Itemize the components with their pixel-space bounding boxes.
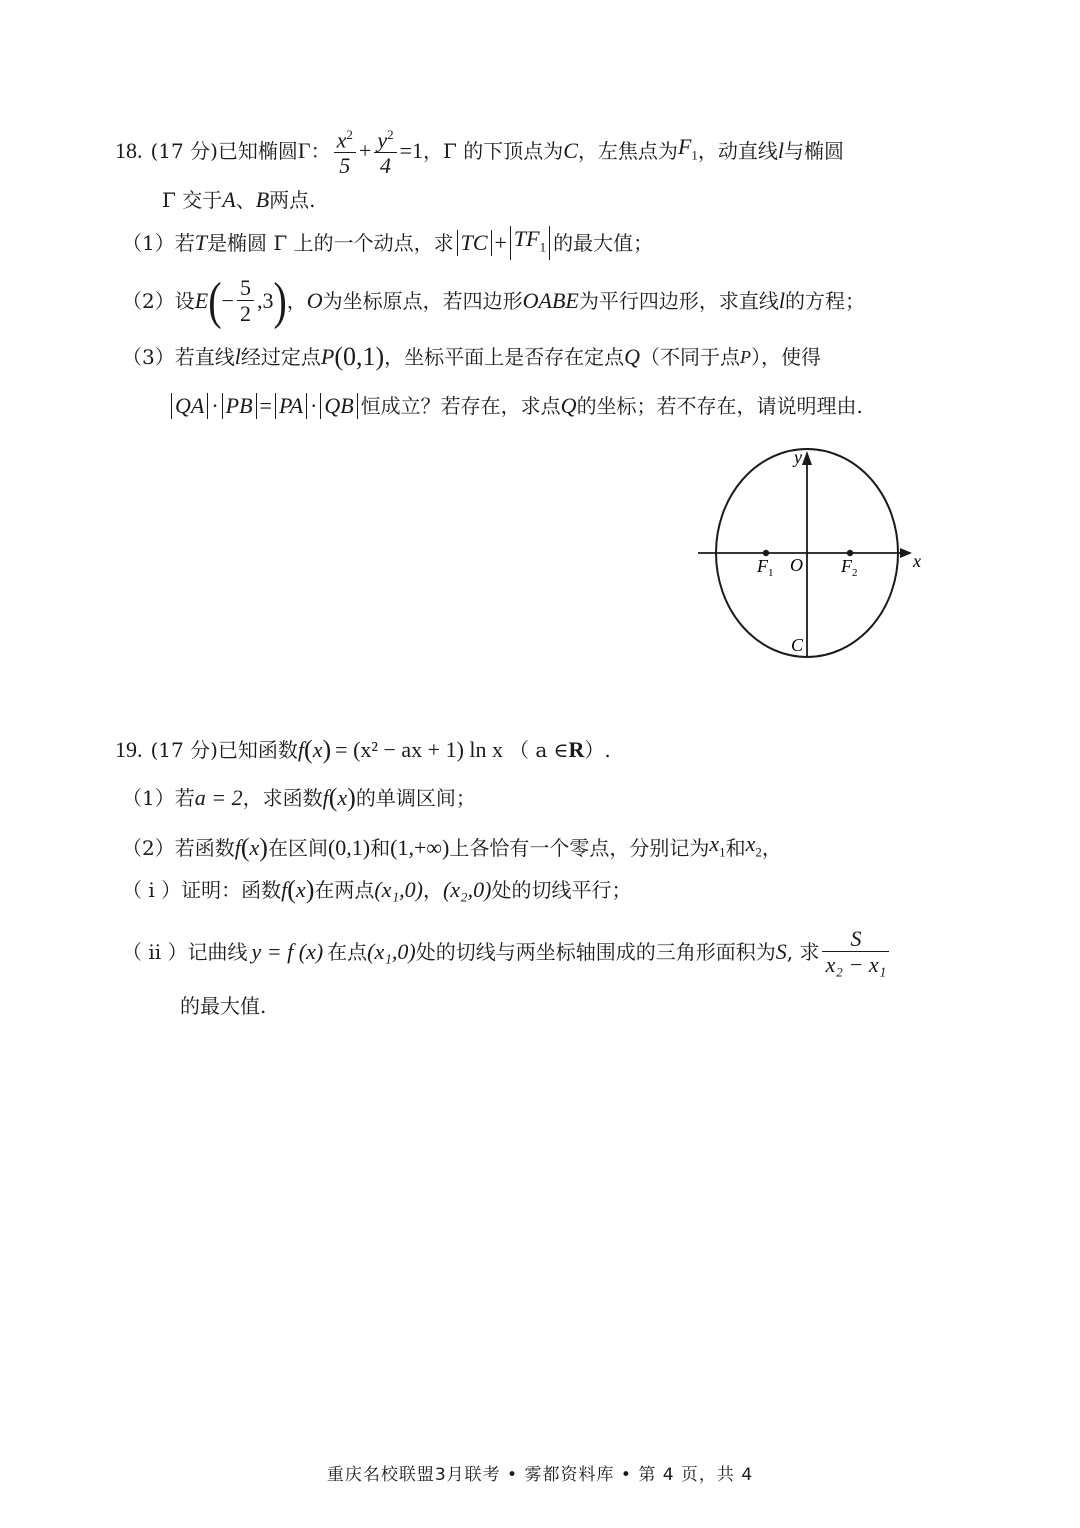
q19-part-ii-line-2 (180, 992, 266, 1020)
part-label: （3） (122, 345, 175, 369)
q18-line2-b: 两点. (269, 188, 316, 212)
point-P: P (320, 344, 335, 369)
focus-F1: $F_1$ (677, 133, 698, 163)
q19-pi-b: 在两点 (314, 878, 375, 902)
abs-TC: TC (457, 230, 492, 256)
y-axis-arrow-icon (802, 451, 812, 465)
var-x2: $x_2$ (745, 831, 762, 860)
func-f: f (281, 877, 288, 902)
q18-number: 18. (115, 138, 143, 163)
func-f: f (234, 835, 241, 861)
q18-intro-d: ，动直线 (697, 139, 778, 163)
q19-condition: （ a ∈ (509, 738, 569, 762)
separator: 、 (235, 188, 256, 212)
q19-p1-b: ，求函数 (242, 786, 323, 810)
q18-part-1 (122, 226, 653, 260)
fraction-5-2: $\frac{5}{2}$ (237, 276, 254, 327)
line-l: l (234, 344, 241, 369)
equals: = (259, 393, 272, 418)
var-x1: $x_1$ (709, 831, 726, 860)
q19-score: (17 分) (150, 738, 218, 762)
a-equals-2: a = 2 (194, 785, 243, 810)
minus-sign: − (221, 288, 234, 313)
abs-QB: QB (320, 393, 357, 419)
abs-PA: PA (275, 393, 307, 419)
q18-part-3 (122, 343, 821, 371)
ellipse-figure (690, 445, 940, 665)
q19-pii-e: 的最大值. (180, 994, 267, 1018)
part-label: （ i ） (122, 878, 182, 902)
q19-part-ii (122, 922, 892, 982)
q18-line-1: 18. (17 分) 已知椭圆 Γ ： $\frac{x^2}{5}$ + $\frac{y^2}{4}$ =1 ，Γ 的下顶点为 C ，左焦点为 $F_1$ ，动直线 l 与椭圆 (115, 126, 844, 176)
q19-part-2: （2） 若函数 f ( x ) 在区间 (0,1) 和 (1,+∞) 上各恰有一个零点，分别记为 $x_1$ 和 $x_2$ ， (122, 830, 782, 866)
func-f: f (297, 737, 305, 762)
q19-expression: = (x² − ax + 1) ln x (335, 737, 504, 762)
q19-line-1: 19. (17 分) 已知函数 f ( x ) = (x² − ax + 1) ln x （ a ∈ R ）. (115, 735, 611, 764)
q18-p1-b: 是椭圆 Γ 上的一个动点，求 (206, 231, 454, 256)
line-l: l (778, 288, 785, 313)
point-C: C (563, 138, 578, 163)
point-T: T (194, 230, 207, 256)
x-axis-arrow-icon (900, 548, 912, 558)
q18-p3-b: 经过定点 (240, 345, 321, 369)
part-label: （1） (122, 231, 175, 256)
part-label: （2） (122, 289, 175, 313)
q19-p2-e: 和 (725, 836, 746, 861)
q18-p1-a: 若 (174, 231, 195, 256)
part-label: （2） (122, 836, 175, 861)
q18-p3-e: ），使得 (751, 345, 822, 369)
F2-sub: 2 (852, 567, 858, 579)
q18-score: (17 分) (150, 139, 218, 163)
abs-TF1: $TF_1$ (510, 226, 550, 260)
q19-p2-c: 和 (370, 836, 391, 861)
point-x1-0: (x₁,0) (367, 939, 416, 964)
y-equals-fx: y = f (x) (251, 939, 324, 964)
dot: · (310, 393, 318, 418)
interval-0-1: (0,1) (327, 835, 371, 861)
q19-number: 19. (115, 737, 143, 762)
point-O: O (306, 288, 323, 313)
q19-p2-f: ， (761, 836, 782, 861)
q18-intro-b: ，Γ 的下顶点为 (423, 139, 564, 163)
gamma-symbol: Γ (297, 138, 311, 163)
coord-3: ,3 (256, 288, 274, 313)
q18-part-3-line-2 (168, 392, 863, 420)
abs-QA: QA (171, 393, 208, 419)
fraction-y2-4: $\frac{y^2}{4}$ (374, 123, 396, 179)
set-R: R (568, 737, 585, 762)
point-P-small: P (740, 347, 752, 367)
line-l: l (777, 138, 785, 163)
abs-PB: PB (222, 393, 257, 419)
F2-label: F (841, 556, 852, 576)
q19-p1-a: 若 (174, 786, 195, 810)
q19-p2-b: 在区间 (267, 836, 328, 861)
q18-line2-a: Γ 交于 (162, 188, 223, 212)
var-S: S (775, 939, 787, 964)
y-axis-label: y (794, 447, 802, 467)
q18-line-2 (162, 186, 316, 214)
q18-p3-d: （不同于点 (640, 345, 741, 369)
F1-label: F (757, 556, 768, 576)
interval-1-inf: (1,+∞) (390, 835, 450, 861)
q18-p2-a: 设 (174, 289, 195, 313)
q19-part-1: （1） 若 a = 2 ，求函数 f ( x ) 的单调区间； (122, 783, 476, 812)
point-A: A (222, 187, 236, 212)
q18-intro-c: ，左焦点为 (577, 139, 678, 163)
quad-OABE: OABE (522, 288, 579, 313)
q19-part-i: （ i ） 证明：函数 f ( x ) 在两点 (x₁,0) ， (x₂,0) 处的切线平行； (122, 875, 632, 904)
q19-pii-c: 处的切线与两坐标轴围成的三角形面积为 (415, 940, 776, 964)
equation-rhs: =1 (399, 138, 424, 163)
colon: ： (310, 139, 331, 163)
q19-pii-a: 记曲线 (187, 940, 248, 964)
q19-p1-c: 的单调区间； (355, 786, 476, 810)
point-x1-0: (x₁,0) (374, 877, 423, 902)
point-Q: Q (560, 393, 577, 418)
fraction-x2-5: $\frac{x^2}{5}$ (334, 123, 356, 179)
part-label: （1） (122, 786, 175, 810)
q18-p3-c: ，坐标平面上是否存在定点 (384, 345, 625, 369)
q19-pi-c: ， (422, 878, 443, 902)
point-Q: Q (624, 344, 641, 369)
q19-pii-d: , 求 (786, 940, 820, 964)
point-B: B (255, 187, 270, 212)
q18-p3-a: 若直线 (174, 345, 235, 369)
dot: · (211, 393, 219, 418)
point-P-coord: (0,1) (334, 342, 385, 371)
q18-intro-e: 与椭圆 (784, 139, 845, 163)
q18-p1-c: 的最大值； (553, 231, 654, 256)
C-label: C (791, 635, 804, 655)
q18-p3-f: 恒成立？若存在，求点 (360, 394, 561, 418)
var-x: x (312, 737, 323, 762)
q18-p2-b: ， (286, 289, 307, 313)
fraction-S-over-x2-x1: $\frac{S}{\text{x₂ − x₁}}$ (822, 927, 889, 978)
page-footer: 重庆名校联盟3月联考 • 雾都资料库 • 第 4 页，共 4 (326, 1465, 754, 1485)
q19-intro: 已知函数 (217, 738, 298, 762)
q18-p2-e: 的方程； (784, 289, 865, 313)
q18-p3-g: 的坐标；若不存在，请说明理由. (576, 394, 863, 418)
q18-intro: 已知椭圆 (217, 139, 298, 163)
q19-pii-b: 在点 (327, 940, 368, 964)
point-E: E (194, 288, 209, 313)
q19-p2-d: 上各恰有一个零点，分别记为 (449, 836, 710, 861)
q19-pi-a: 证明：函数 (181, 878, 282, 902)
q19-pi-d: 处的切线平行； (491, 878, 632, 902)
x-axis-label: x (913, 551, 921, 571)
q19-p2-a: 若函数 (174, 836, 235, 861)
q18-p2-d: 为平行四边形，求直线 (578, 289, 779, 313)
q18-part-2: （2） 设 E ( − $\frac{5}{2}$ ,3 ) ， O 为坐标原点，若四边形 OABE 为平行四边形，求直线 l 的方程； (122, 271, 865, 330)
point-x2-0: (x₂,0) (442, 877, 492, 902)
plus-sign: + (494, 230, 507, 256)
part-label: （ ii ） (122, 940, 188, 964)
origin-label: O (790, 555, 803, 575)
q18-p2-c: 为坐标原点，若四边形 (322, 289, 523, 313)
q19-condition-end: ）. (584, 738, 611, 762)
F1-sub: 1 (768, 567, 774, 579)
func-f: f (322, 785, 329, 810)
